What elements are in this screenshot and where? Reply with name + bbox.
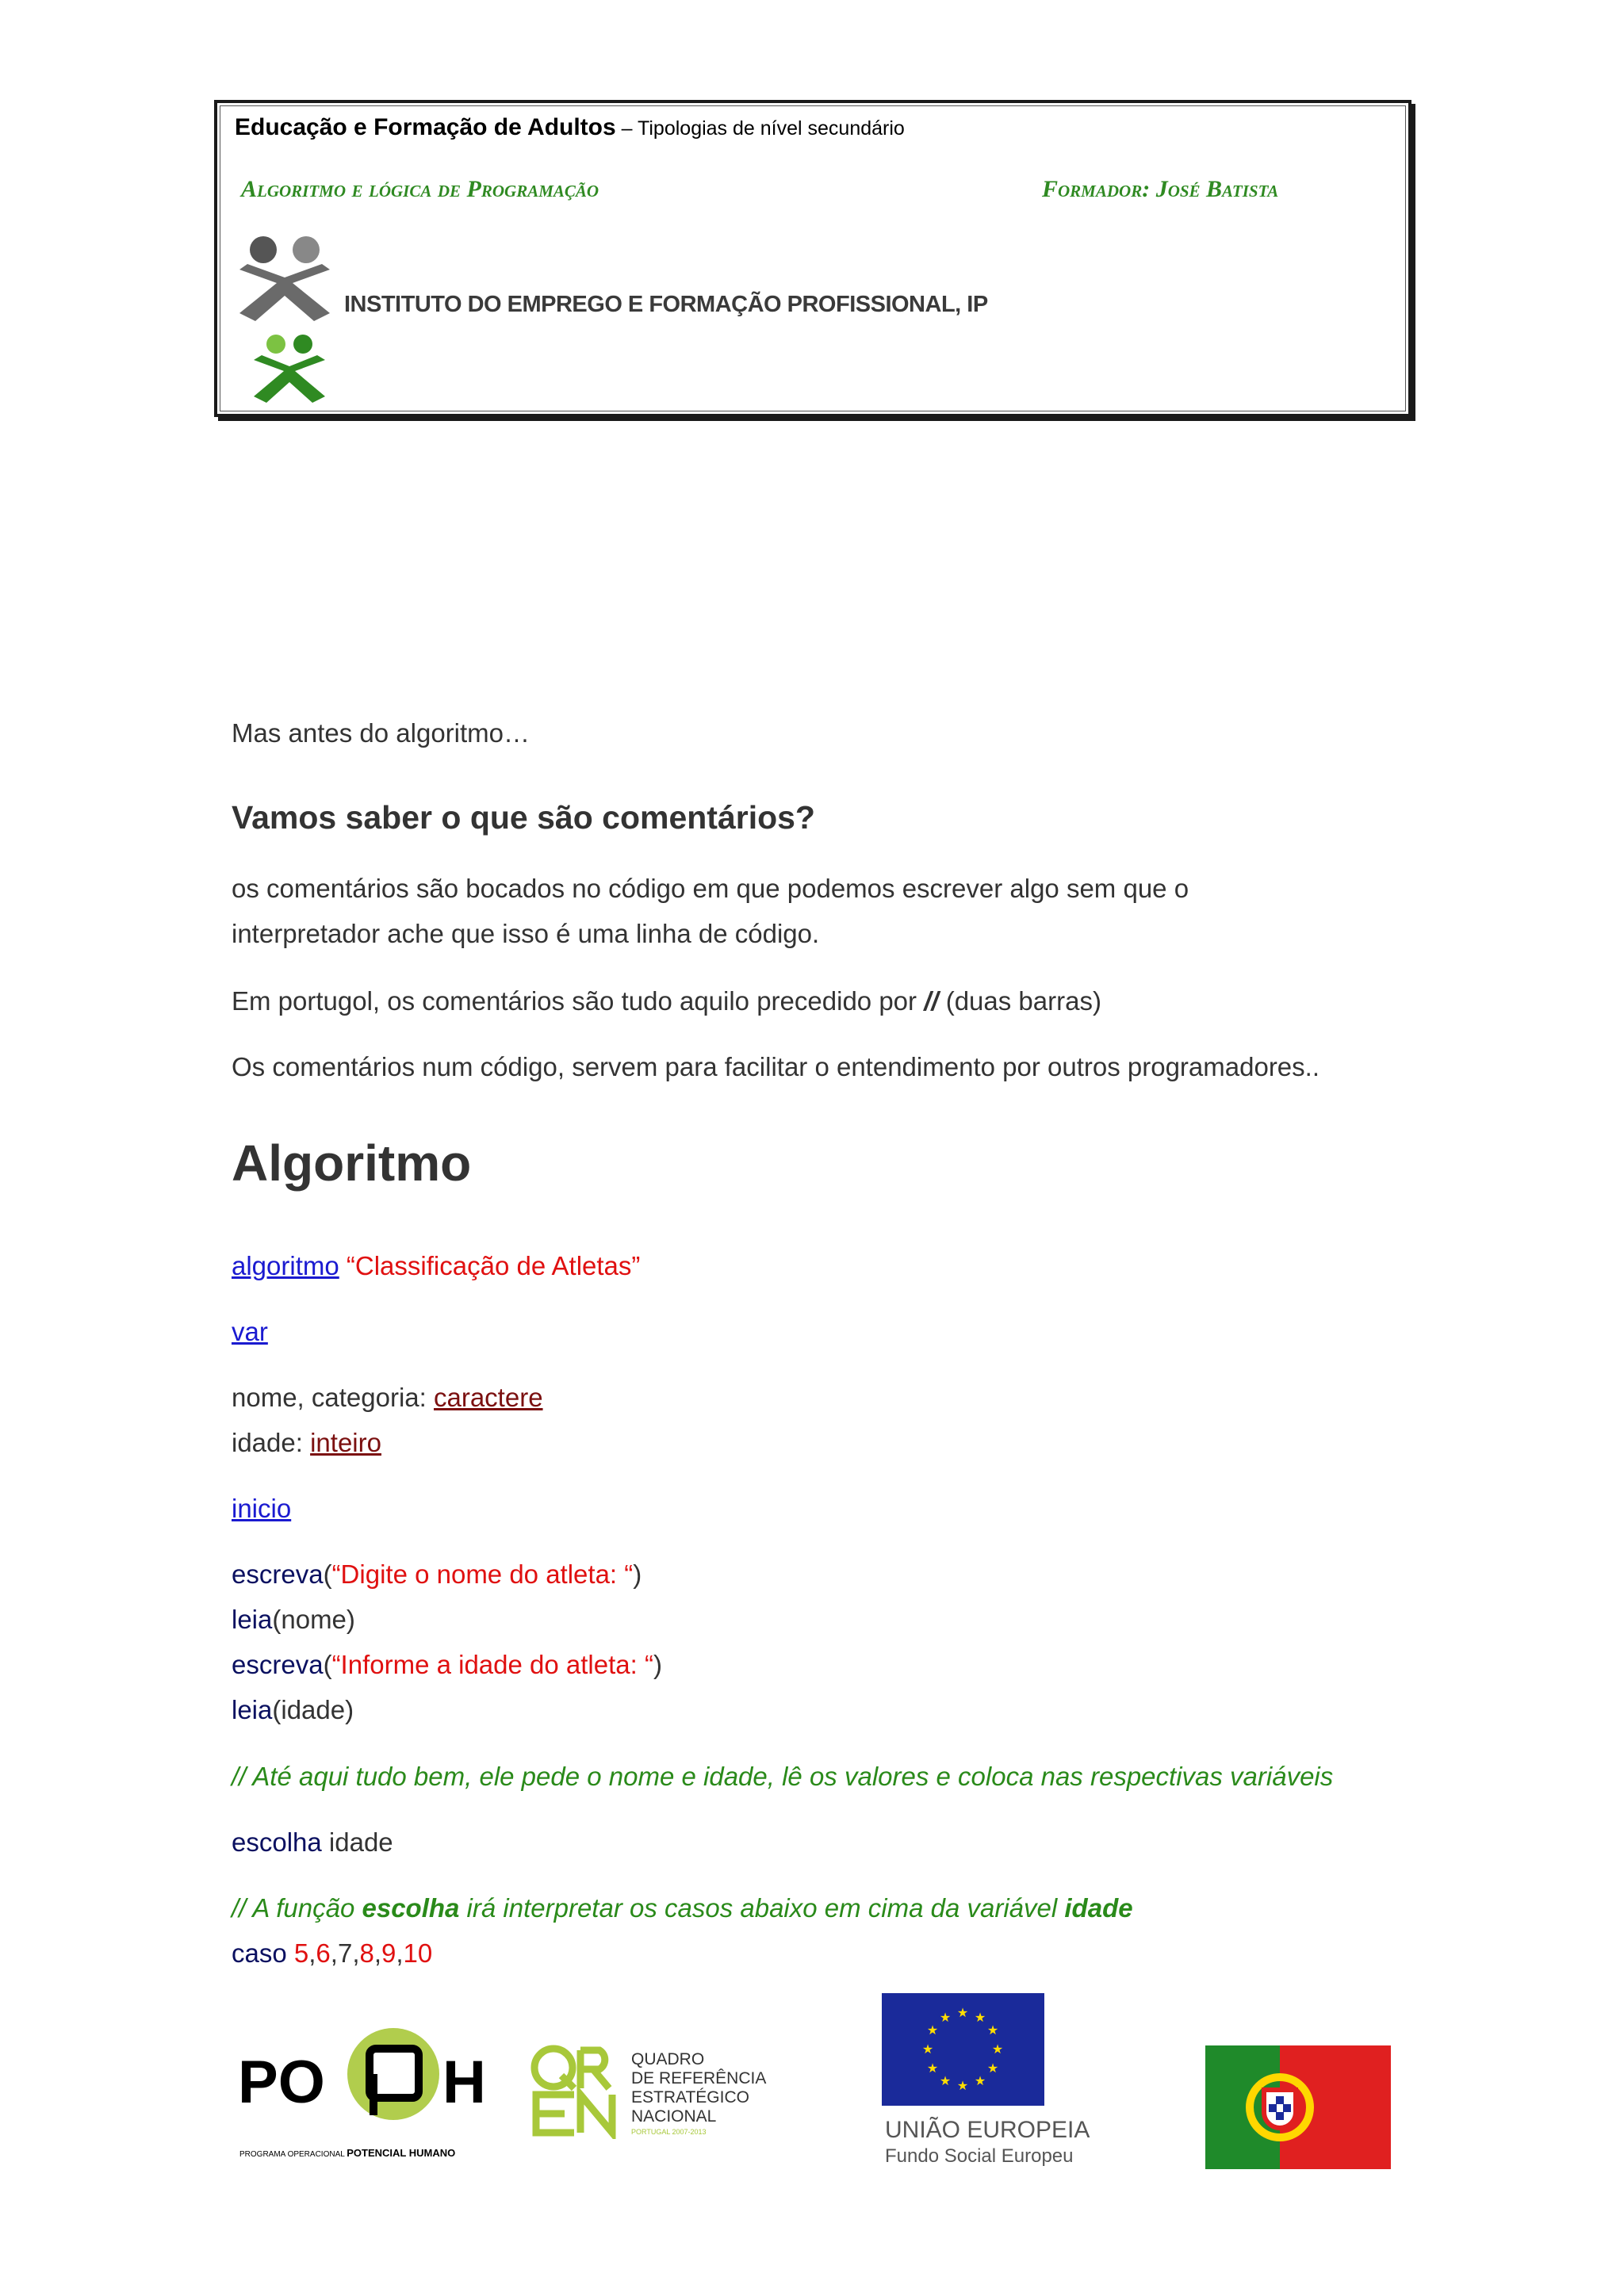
intro-text: Mas antes do algoritmo… <box>232 718 530 748</box>
svg-text:★: ★ <box>956 2078 969 2093</box>
code-line-escreva-1: escreva(“Digite o nome do atleta: “) <box>232 1559 642 1589</box>
code-line-leia-2: leia(idade) <box>232 1695 354 1724</box>
poph-logo <box>235 2019 508 2165</box>
institute-name: INSTITUTO DO EMPREGO E FORMAÇÃO PROFISSIONAL, IP <box>344 292 988 317</box>
eu-logo <box>882 1993 1120 2175</box>
svg-text:★: ★ <box>939 2073 952 2088</box>
comments-paragraph-3: Os comentários num código, servem para facilitar o entendimento por outros programadores.. <box>232 1052 1320 1081</box>
svg-text:★: ★ <box>939 2010 952 2025</box>
svg-text:★: ★ <box>956 2005 969 2020</box>
eu-name: UNIÃO EUROPEIA <box>885 2117 1090 2143</box>
code-line-escreva-2: escreva(“Informe a idade do atleta: “) <box>232 1650 662 1679</box>
iefp-logo-green <box>246 333 333 404</box>
code-escolha-line: escolha idade <box>232 1827 393 1857</box>
code-var-line: var <box>232 1317 268 1346</box>
trainer-name: Formador: José Batista <box>1042 176 1279 202</box>
comments-paragraph-1a: os comentários são bocados no código em que podemos escrever algo sem que o <box>232 874 1189 903</box>
course-name: Algoritmo e lógica de Programação <box>241 176 599 202</box>
code-algorithm-line: algoritmo “Classificação de Atletas” <box>232 1251 641 1280</box>
comments-paragraph-1b: interpretador ache que isso é uma linha de código. <box>232 919 820 948</box>
svg-text:PO: PO <box>238 2049 325 2116</box>
code-decl-line-2: idade: inteiro <box>232 1428 381 1457</box>
code-comment-1: // Até aqui tudo bem, ele pede o nome e idade, lê os valores e coloca nas respectivas variáveis <box>232 1762 1334 1791</box>
poph-logo-graphic <box>235 2019 508 2165</box>
header-box <box>214 100 1411 417</box>
svg-text:★: ★ <box>926 2022 939 2038</box>
poph-caption: PROGRAMA OPERACIONAL POTENCIAL HUMANO <box>239 2147 456 2159</box>
eu-fund: Fundo Social Europeu <box>885 2145 1074 2167</box>
code-decl-line-1: nome, categoria: caractere <box>232 1383 543 1412</box>
svg-text:★: ★ <box>921 2042 934 2057</box>
eu-flag <box>882 1993 1044 2106</box>
algorithm-heading: Algoritmo <box>232 1135 472 1192</box>
header-inner-border <box>220 105 1406 411</box>
comments-paragraph-2: Em portugol, os comentários são tudo aquilo precedido por // (duas barras) <box>232 986 1101 1016</box>
portugal-flag-graphic <box>1205 2045 1391 2169</box>
header-title: Educação e Formação de Adultos – Tipologias de nível secundário <box>235 114 905 140</box>
svg-text:★: ★ <box>986 2022 999 2038</box>
svg-text:H: H <box>442 2049 486 2116</box>
comments-heading: Vamos saber o que são comentários? <box>232 799 815 836</box>
svg-text:★: ★ <box>974 2010 986 2025</box>
code-comment-2: // A função escolha irá interpretar os casos abaixo em cima da variável idade <box>232 1893 1133 1923</box>
qren-text: QUADRO DE REFERÊNCIA ESTRATÉGICO NACIONAL PORTUGAL 2007-2013 <box>631 2050 767 2136</box>
qren-logo <box>530 2044 768 2147</box>
code-caso-line: caso 5,6,7,8,9,10 <box>232 1938 433 1968</box>
portugal-flag <box>1205 2045 1391 2169</box>
code-line-leia-1: leia(nome) <box>232 1605 355 1634</box>
code-inicio-line: inicio <box>232 1494 292 1523</box>
svg-text:★: ★ <box>986 2061 999 2076</box>
svg-text:★: ★ <box>974 2073 986 2088</box>
iefp-logo-grey <box>233 234 336 325</box>
qren-logo-graphic <box>530 2044 625 2139</box>
svg-text:★: ★ <box>991 2042 1004 2057</box>
svg-text:★: ★ <box>926 2061 939 2076</box>
